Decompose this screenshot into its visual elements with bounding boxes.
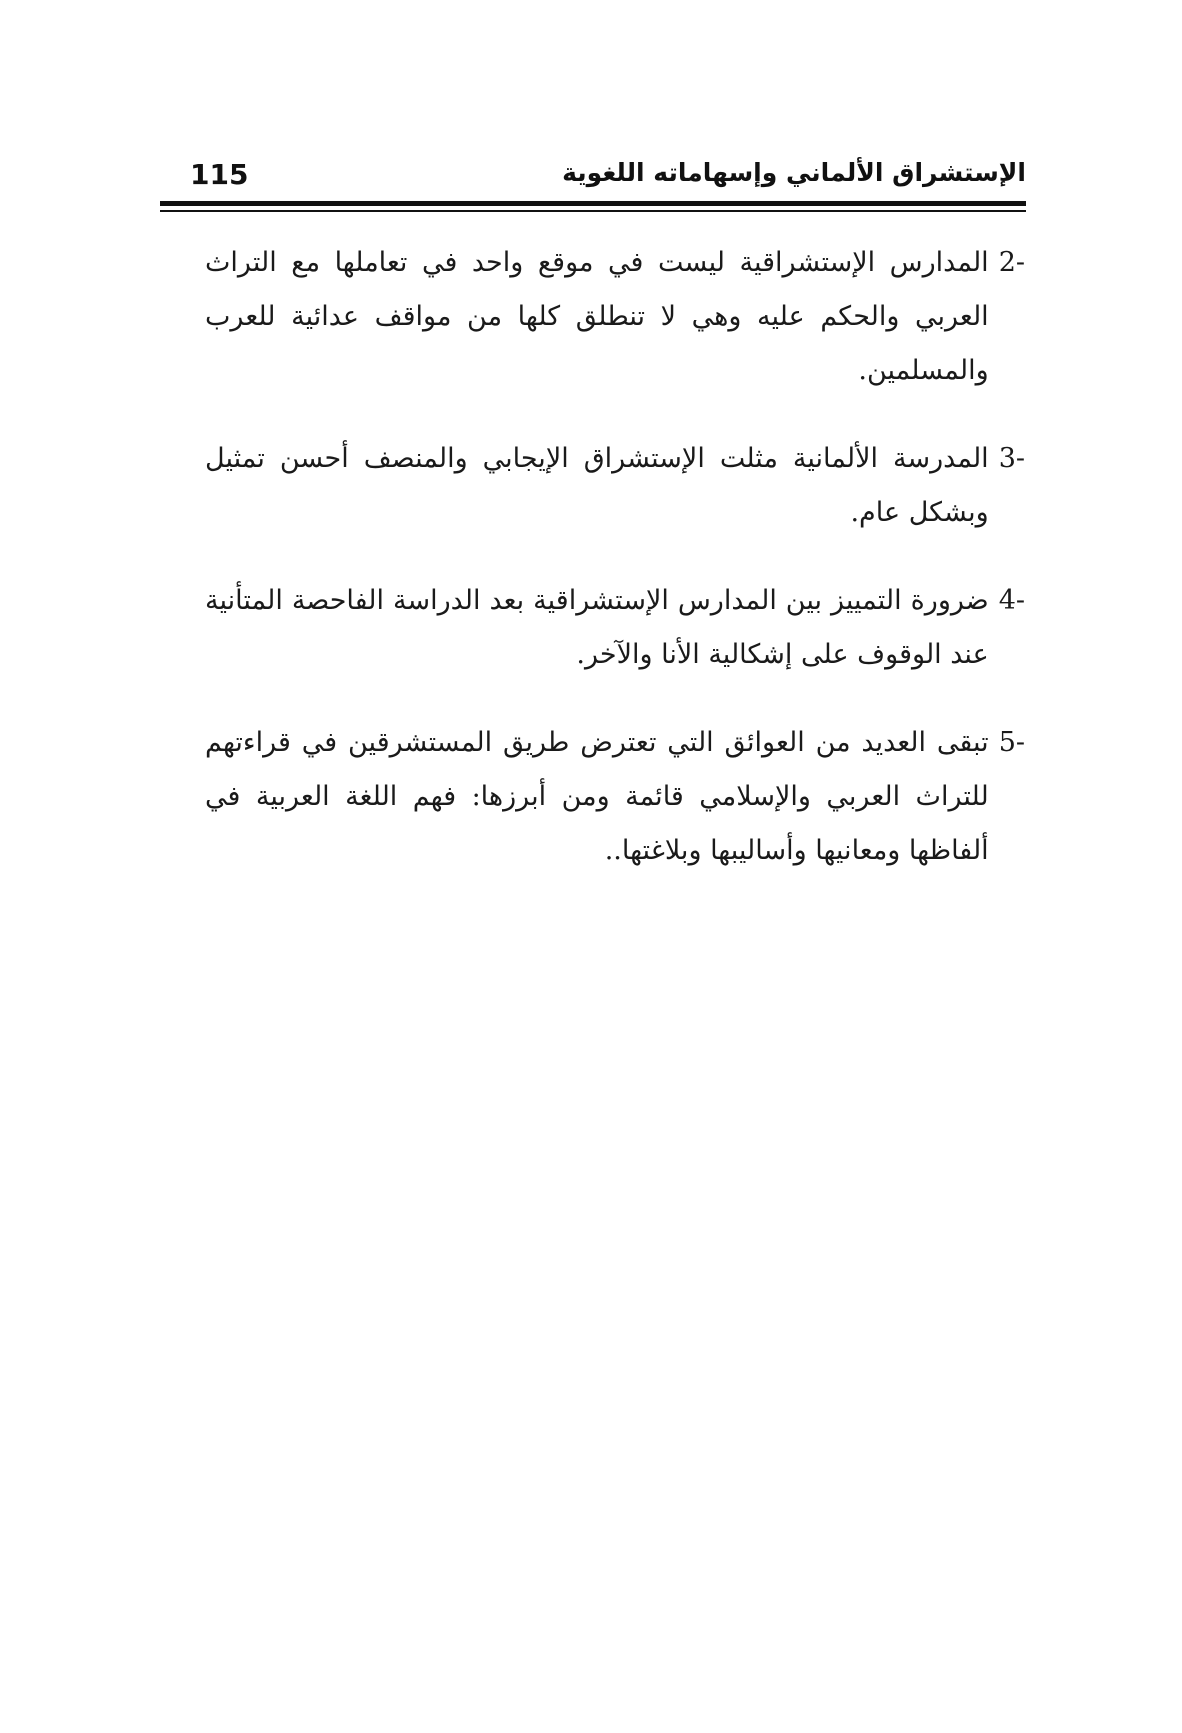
- item-text: تبقى العديد من العوائق التي تعترض طريق المستشرقين في قراءتهم للتراث العربي والإسلامي قائمة ومن أبرزها: فهم اللغة العربية في ألفاظها ومعانيها وأساليبها وبلاغتها..: [205, 727, 989, 866]
- body-content: [205, 236, 1025, 912]
- page-header: [160, 150, 1026, 200]
- item-number: 3-: [998, 443, 1025, 474]
- header-rule-thin: [160, 210, 1026, 212]
- item-number: 4-: [998, 585, 1025, 616]
- header-rule-thick: [160, 201, 1026, 206]
- page-number: 115: [190, 158, 249, 191]
- list-item: [205, 574, 1025, 682]
- item-text: ضرورة التمييز بين المدارس الإستشراقية بعد الدراسة الفاحصة المتأنية عند الوقوف على إشكالية الأنا والآخر.: [205, 585, 989, 670]
- item-text: المدارس الإستشراقية ليست في موقع واحد في تعاملها مع التراث العربي والحكم عليه وهي لا تنطلق كلها من مواقف عدائية للعرب والمسلمين.: [205, 247, 989, 386]
- list-item: [205, 432, 1025, 540]
- item-text: المدرسة الألمانية مثلت الإستشراق الإيجابي والمنصف أحسن تمثيل وبشكل عام.: [205, 443, 989, 528]
- running-title: الإستشراق الألماني وإسهاماته اللغوية: [562, 158, 1026, 187]
- list-item: [205, 236, 1025, 398]
- item-number: 5-: [998, 727, 1025, 758]
- list-item: [205, 716, 1025, 878]
- item-number: 2-: [998, 247, 1025, 278]
